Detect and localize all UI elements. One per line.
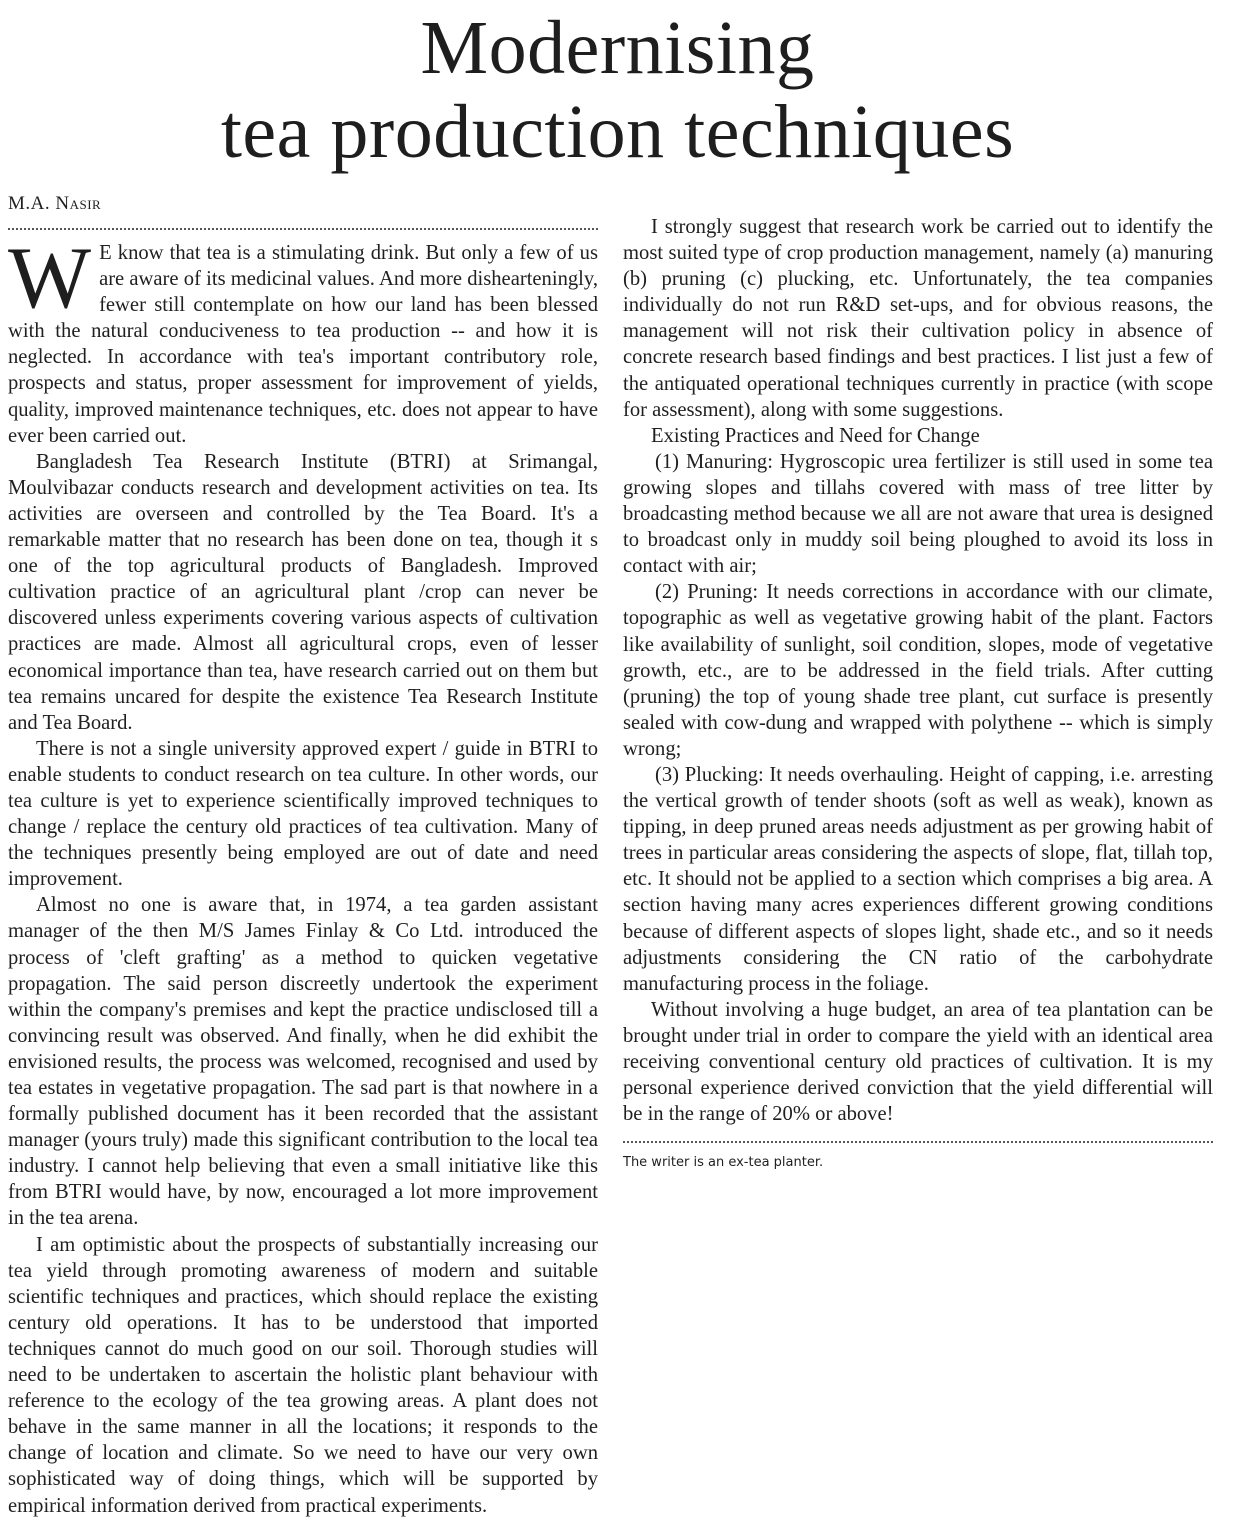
paragraph-5: I am optimistic about the prospects of substantially increasing our tea yield through promoting awareness of modern and suitable scientific techniques and practices, which should replace the existing century old operations. It has to be understood that imported techniques cannot do much good on our soil. Thorough studies will need to be undertaken to ascertain the holistic plant behaviour with reference to the ecology of the tea growing areas. A plant does not behave in the same manner in all the locations; it responds to the change of location and climate. So we need to have our very own sophisticated way of doing things, which will be supported by empirical information derived from practical experiments. (8, 1233, 598, 1517)
headline (0, 6, 1235, 174)
list-item-manuring: (1) Manuring: Hygroscopic urea fertilizer is still used in some tea growing slopes and tillahs covered with mass of tree litter by broadcasting method because we all are not aware that urea is designed to broadcast only in muddy soil being ploughed to avoid its loss in contact with air; (623, 450, 1213, 578)
paragraph-3: There is not a single university approved expert / guide in BTRI to enable students to conduct research on tea culture. In other words, our tea culture is yet to experience scientifically improved techniques to change / replace the century old practices of tea cultivation. Many of the techniques presently being employed are out of date and need improvement. (8, 737, 598, 891)
drop-cap: W (8, 230, 92, 327)
headline-line-2: tea production techniques (220, 90, 1015, 174)
writer-footnote: The writer is an ex-tea planter. (623, 1155, 824, 1171)
paragraph-2: Bangladesh Tea Research Institute (BTRI) at Srimangal, Moulvibazar conducts research and development activities on tea. Its activities are overseen and controlled by the Tea Board. It's a remarkable matter that no research has been done on tea, though it s one of the top agricultural products of Bangladesh. Improved cultivation practice of an agricultural plant /crop can never be discovered unless experiments covering various aspects of cultivation practices are made. Almost all agricultural crops, even of lesser economical importance than tea, have research carried out on them but tea remains uncared for despite the existence Tea Research Institute and Tea Board. (8, 450, 598, 734)
footer-divider (623, 1141, 1213, 1143)
byline-divider (8, 228, 598, 230)
list-item-pruning: (2) Pruning: It needs corrections in accordance with our climate, topographic as well as vegetative growing habit of the plant. Factors like availability of sunlight, soil condition, slopes, mode of vegetative growth, etc., are to be addressed in the field trials. After cutting (pruning) the top of young shade tree plant, cut surface is presently sealed with cow-dung and wrapped with polythene -- which is simply wrong; (623, 581, 1213, 760)
right-column (623, 188, 1213, 1171)
paragraph-1 (8, 230, 598, 449)
paragraph-1-text: E know that tea is a stimulating drink. But only a few of us are aware of its medicinal values. And more dishearteningly, fewer still contemplate on how our land has been blessed with the natural conduciveness to tea production -- and how it is neglected. In accordance with tea's important contributory role, prospects and status, proper assessment for improvement of yields, quality, improved maintenance techniques, etc. does not appear to have ever been carried out. (8, 242, 598, 447)
section-subhead: Existing Practices and Need for Change (651, 424, 980, 447)
paragraph-6: I strongly suggest that research work be carried out to identify the most suited type of crop production management, namely (a) manuring (b) pruning (c) plucking, etc. Unfortunately, the tea companies individually do not run R&D set-ups, and for obvious reasons, the management will not risk their cultivation policy in absence of concrete research based findings and best practices. I list just a few of the antiquated operational techniques currently in practice (with scope for assessment), along with some suggestions. (623, 216, 1213, 421)
paragraph-7: Without involving a huge budget, an area of tea plantation can be brought under trial in order to compare the yield with an identical area receiving conventional century old practices of cultivation. It is my personal experience derived conviction that the yield differential will be in the range of 20% or above! (623, 998, 1213, 1126)
paragraph-4: Almost no one is aware that, in 1974, a tea garden assistant manager of the then M/S James Finlay & Co Ltd. introduced the process of 'cleft grafting' as a method to quicken vegetative propagation. The said person discreetly undertook the experiment within the company's premises and kept the practice undisclosed till a convincing result was observed. And finally, when he did exhibit the envisioned results, the process was welcomed, recognised and used by tea estates in vegetative propagation. The sad part is that nowhere in a formally published document has it been recorded that the assistant manager (yours truly) made this significant contribution to the local tea industry. I cannot help believing that even a small initiative like this from BTRI would have, by now, encouraged a lot more improvement in the tea arena. (8, 894, 598, 1230)
headline-line-1: Modernising (420, 6, 815, 90)
byline: M.A. Nasir (8, 193, 102, 214)
list-item-plucking: (3) Plucking: It needs overhauling. Height of capping, i.e. arresting the vertical growth of tender shoots (soft as well as weak), known as tipping, in deep pruned areas needs adjustment as per growing habit of trees in particular areas considering the aspects of slope, flat, tillah top, etc. It should not be applied to a section which comprises a big area. A section having many acres experiences different growing conditions because of different aspects of slopes light, shade etc., and so it needs adjustments considering the CN ratio of the carbohydrate manufacturing process in the foliage. (623, 763, 1213, 995)
left-column (8, 188, 598, 1517)
